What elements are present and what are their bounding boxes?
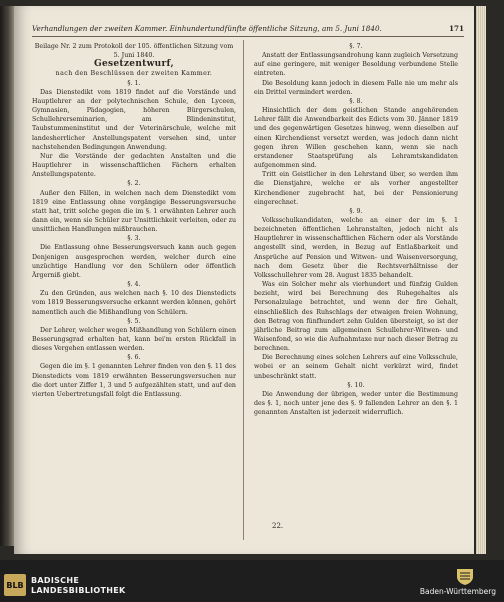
section-heading: §. 6.: [127, 354, 141, 362]
section-text: Tritt ein Geistlicher in den Lehrstand über, so werden ihm die Dienstjahre, welche er als vorher angestellter Kirchendiener zugebracht hat, bei der Pensionierung eingerechnet.: [254, 171, 458, 206]
section-heading: §. 5.: [127, 317, 141, 325]
section-heading: §. 8.: [349, 97, 363, 105]
document-subtitle: nach den Beschlüssen der zweiten Kammer.: [55, 70, 213, 78]
section-text: Zu den Gründen, aus welchen nach §. 10 des Dienstedicts vom 1819 Besserungsversuche erkannt werden können, gehört namentlich auch die Mißhandlung von Schülern.: [32, 290, 236, 316]
document-page: [14, 6, 474, 554]
left-column: [32, 42, 236, 399]
section-heading: §. 9.: [349, 207, 363, 215]
document-title: Gesetzentwurf,: [94, 59, 174, 70]
section-text: Anstatt der Entlassungsandrohung kann zugleich Versetzung auf eine geringere, mit weniger Besoldung verbundene Stelle eintreten.: [254, 52, 458, 78]
header-rule: [32, 36, 464, 37]
signature-mark: 22.: [272, 522, 284, 530]
page-number: 171: [448, 24, 464, 33]
running-head-text: Verhandlungen der zweiten Kammer. Einhundertundfünfte öffentliche Sitzung, am 5. Juni 1840.: [32, 24, 382, 33]
section-text: Der Lehrer, welcher wegen Mißhandlung von Schülern einen Besserungsgrad erhalten hat, kann bei'm ersten Rückfall in dieses Vergehen entlassen werden.: [32, 326, 236, 353]
column-divider: [243, 40, 244, 540]
section-text: Die Anwendung der übrigen, weder unter die Bestimmung des §. 1, noch unter jene des §. 9 fallenden Lehrer an den §. 1 genannten Anstalten ist jederzeit widerruflich.: [254, 390, 458, 417]
page-stack-edge: [476, 6, 486, 554]
section-heading: §. 3.: [127, 235, 141, 243]
right-column: [254, 42, 458, 417]
section-text: Die Besoldung kann jedoch in diesem Falle nie um mehr als ein Drittel vermindert werden.: [254, 79, 458, 96]
state-crest-icon: [454, 567, 476, 585]
section-text: Hinsichtlich der dem geistlichen Stande angehörenden Lehrer fällt die Anwendbarkeit des Edicts vom 30. Jänner 1819 und des gegenwärtigen Gesetzes hinweg, wenn dieselben auf einen Kirchendienst versetzt werden, was jedoch dann nicht gegen ihren Willen geschehen kann, wenn sie nach erstandener Staatsprüfung als Lehramtskandidaten aufgenommen sind.: [254, 107, 458, 170]
section-text: Was ein Solcher mehr als vierhundert und fünfzig Gulden bezieht, wird bei Berechnung des Ruhegehaltes als Personalzulage betrachtet, und wenn der fire Gehalt, einschließlich des Ruhschlags der etwaigen freien Wohnung, den Betrag von fünfhundert zehn Gulden übersteigt, so ist der jährliche Beitrag zum allgemeinen Schullehrer-Witwen- und Waisenfond, so wie die Aufnahmtaxe nur nach dieser Betrag zu berechnen.: [254, 281, 458, 353]
section-text: Außer den Fällen, in welchen nach dem Dienstedikt vom 1819 eine Entlassung ohne vorgängige Besserungsversuche statt hat, tritt solche gegen die im §. 1 erwähnten Lehrer auch dann ein, wenn sie Schüler zur Unsittlichkeit verleiten, oder zu unsittlichen Handlungen mißbrauchen.: [32, 189, 236, 234]
section-text: Nur die Vorstände der gedachten Anstalten und die Hauptlehrer in wissenschaftlichen Fächern erhalten Anstellungspatente.: [32, 152, 236, 179]
library-name-line2: LANDESBIBLIOTHEK: [31, 586, 126, 595]
section-heading: §. 10.: [347, 381, 365, 389]
section-heading: §. 2.: [127, 180, 141, 188]
beilage-line: Beilage Nr. 2 zum Protokoll der 105. öffentlichen Sitzung vom 5. Juni 1840.: [34, 43, 234, 60]
section-text: Die Entlassung ohne Besserungsversuch kann auch gegen Denjenigen ausgesprochen werden, welcher durch eine unzüchtige Handlung vor den Schülern oder öffentlich Ärgerniß giebt.: [32, 244, 236, 279]
section-heading: §. 4.: [127, 281, 141, 289]
section-text: Das Dienstedikt vom 1819 findet auf die Vorstände und Hauptlehrer an der polytechnischen Schule, den Lyceen, Gymnasien, Pädagogien, höheren Bürgerschulen, Schullehrerseminarien, am Blindeninstitut, Taubstummeninstitut und der Veterinärschule, welche mit landesherrlicher Anstellungspatent versehen sind, unter nachstehenden Bedingungen Anwendung.: [32, 88, 236, 151]
section-heading: §. 7.: [349, 43, 363, 50]
library-name-line1: BADISCHE: [31, 576, 80, 585]
blb-logo-icon[interactable]: BLB: [4, 574, 26, 596]
section-text: Die Berechnung eines solchen Lehrers auf eine Volksschule, wobei er an seinem Gehalt nicht verkürzt wird, findet unbeschränkt statt.: [254, 354, 458, 380]
state-label: Baden-Württemberg: [419, 587, 496, 596]
section-text: Gegen die im §. 1 genannten Lehrer finden von den §. 11 des Dienstedicts vom 1819 erwähnten Besserungsversuchen nur die dort unter Ziffer 1, 3 und 5 aufgezählten statt, und auf den vierten Uebertretungsfall folgt die Entlassung.: [32, 363, 236, 398]
book-spine-edge: [0, 6, 14, 546]
section-text: Volksschulkandidaten, welche an einer der im §. 1 bezeichneten öffentlichen Lehranstalten, jedoch nicht als Hauptlehrer in wissenschaftlichen Fächern oder als Vorstände angestellt sind, werden, in Bezug auf Entlaßbarkeit und Ansprüche auf Pension und Witwen- und Waisenversorgung, nach dem Gesetz über die Rechtsverhältnisse der Volksschullehrer vom 28. August 1835 behandelt.: [254, 216, 458, 279]
section-heading: §. 1.: [127, 79, 141, 87]
library-name[interactable]: [31, 576, 126, 596]
